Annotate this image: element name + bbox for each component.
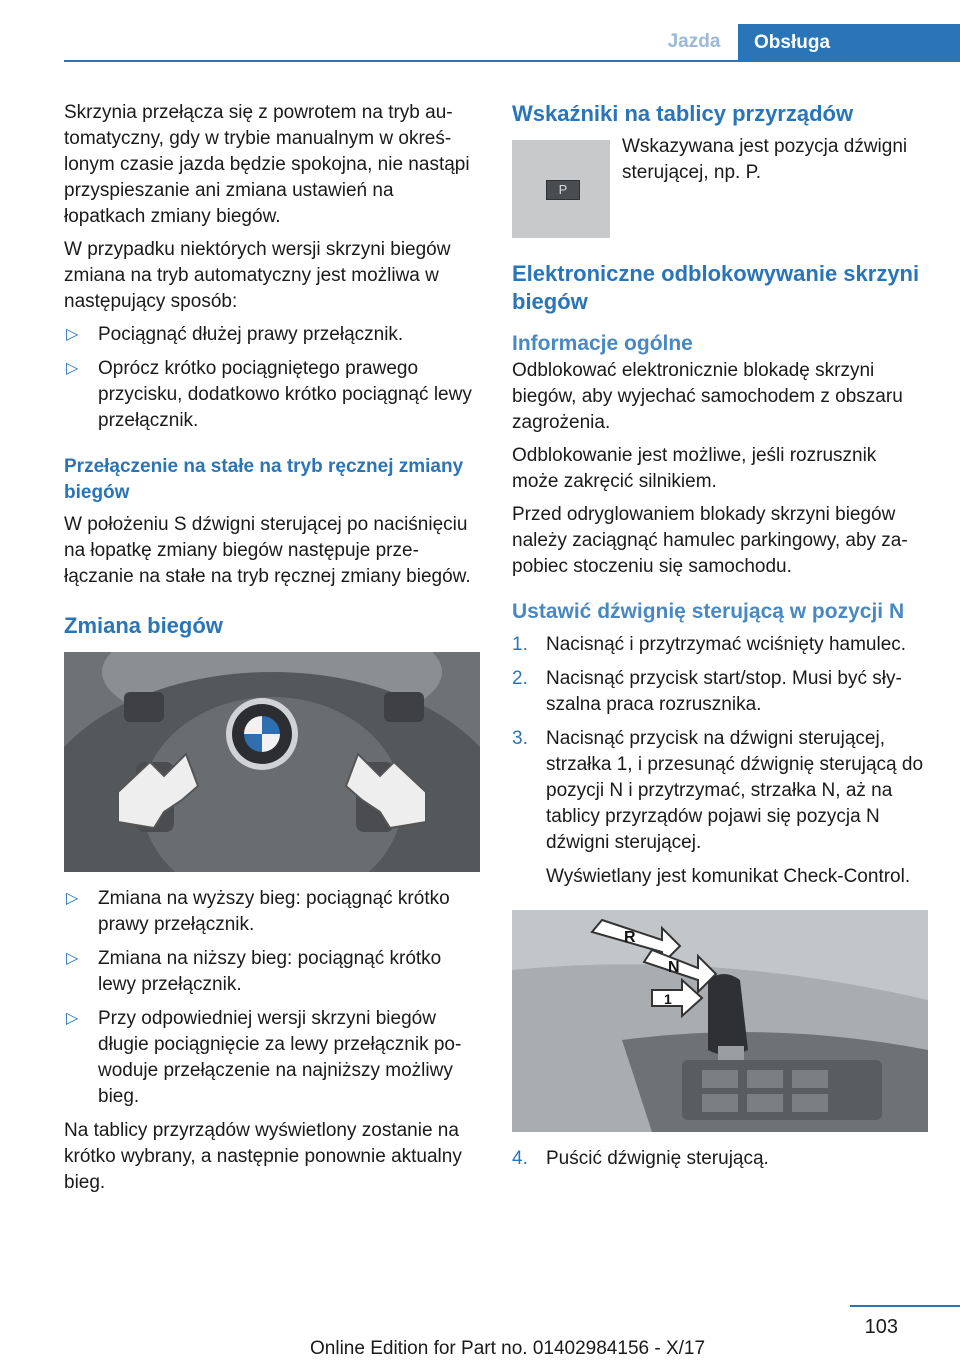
list-item: ▷ Zmiana na niższy bieg: pociągnąć krótko lewy przełącznik. <box>66 948 442 995</box>
triangle-bullet-icon: ▷ <box>66 360 79 377</box>
gear-position-plate <box>546 180 580 200</box>
right-column <box>512 100 926 1180</box>
bullet-list <box>64 322 478 434</box>
arrow-label-1: 1 <box>664 991 672 1007</box>
gear-selector-figure <box>512 910 928 1132</box>
list-item: 3. Nacisnąć przycisk na dźwigni sterującej, strzałka 1, i przesunąć dźwignię sterującą do pozycji N i przytrzymać, strzałka N, aż na tablicy przyrządów pojawi się pozycja N dźwigni sterującej. <box>512 728 924 853</box>
subsection-title: Informacje ogólne <box>512 332 693 355</box>
list-item: ▷ Zmiana na wyższy bieg: pociągnąć krótko prawy przełącznik. <box>66 888 450 935</box>
steering-wheel-illustration <box>64 652 480 872</box>
paragraph: Skrzynia przełącza się z powrotem na tryb automatyczny, gdy w trybie manualnym w określonym czasie jazda będzie spokojna, nie nastąpi przyspieszanie ani zmiana ustawień na łopatkach zmiany biegów. <box>64 102 470 227</box>
triangle-bullet-icon: ▷ <box>66 326 79 343</box>
section-title: Zmiana biegów <box>64 613 223 638</box>
gear-selector-illustration <box>512 910 928 1132</box>
paragraph: Odblokowanie jest możliwe, jeśli rozrusznik może zakręcić silnikiem. <box>512 445 877 492</box>
left-column <box>64 100 478 1203</box>
paragraph: W przypadku niektórych wersji skrzyni biegów zmiana na tryb automatyczny jest możliwa w następujący sposób: <box>64 239 451 312</box>
subsection-title: Ustawić dźwignię sterującą w pozycji N <box>512 600 905 623</box>
paragraph: Przed odryglowaniem blokady skrzyni biegów należy zaciągnąć hamulec parkingowy, aby zapobiec stoczeniu się samochodu. <box>512 504 908 577</box>
numbered-list <box>512 632 926 856</box>
gear-indicator-image <box>512 140 610 238</box>
step-note: Wyświetlany jest komunikat Check-Control. <box>546 866 911 887</box>
paragraph: Odblokować elektronicznie blokadę skrzyni biegów, aby wyjechać samochodem z obszaru zagrożenia. <box>512 360 903 433</box>
gear-letter: P <box>558 182 568 197</box>
triangle-bullet-icon: ▷ <box>66 890 79 907</box>
list-item: 2. Nacisnąć przycisk start/stop. Musi być słyszalna praca rozrusznika. <box>512 668 902 715</box>
indicator-text: Wskazywana jest pozycja dźwigni sterującej, np. P. <box>622 136 908 183</box>
section-title: Elektroniczne odblokowywanie skrzyni biegów <box>512 261 920 314</box>
list-item: ▷ Przy odpowiedniej wersji skrzyni biegów długie pociągnięcie za lewy przełącznik powoduje przełączenie na najniższy możliwy bieg. <box>66 1008 462 1107</box>
steering-wheel-figure <box>64 652 480 872</box>
arrow-label-r: R <box>624 929 636 946</box>
section-heading: Przełączenie na stałe na tryb ręcznej zmiany biegów <box>64 456 464 503</box>
arrow-label-n: N <box>668 959 680 976</box>
list-item: 4. Puścić dźwignię sterującą. <box>512 1148 769 1169</box>
list-item: ▷ Oprócz krótko pociągniętego prawego przycisku, dodatkowo krótko pociągnąć lewy przełącznik. <box>66 358 472 431</box>
numbered-list <box>512 1146 926 1172</box>
paragraph: Na tablicy przyrządów wyświetlony zostanie na krótko wybrany, a następnie ponownie aktualny bieg. <box>64 1120 462 1193</box>
page-number: 103 <box>864 1316 898 1338</box>
indicator-row <box>512 134 926 238</box>
bullet-list <box>64 886 478 1110</box>
paragraph: W położeniu S dźwigni sterującej po naciśnięciu na łopatkę zmiany biegów następuje przełączanie na stałe na tryb ręcznej zmiany biegów. <box>64 514 471 587</box>
list-item: 1. Nacisnąć i przytrzymać wciśnięty hamulec. <box>512 634 907 655</box>
tab-obsluga[interactable]: Obsługa <box>738 24 960 62</box>
tab-jazda[interactable]: Jazda <box>667 31 721 52</box>
triangle-bullet-icon: ▷ <box>66 1010 79 1027</box>
list-item: ▷ Pociągnąć dłużej prawy przełącznik. <box>64 322 478 348</box>
footer-rule <box>850 1305 960 1307</box>
section-title: Wskaźniki na tablicy przyrządów <box>512 101 854 126</box>
triangle-bullet-icon: ▷ <box>66 950 79 967</box>
edition-footer: Online Edition for Part no. 01402984156 - X/17 <box>310 1338 706 1359</box>
